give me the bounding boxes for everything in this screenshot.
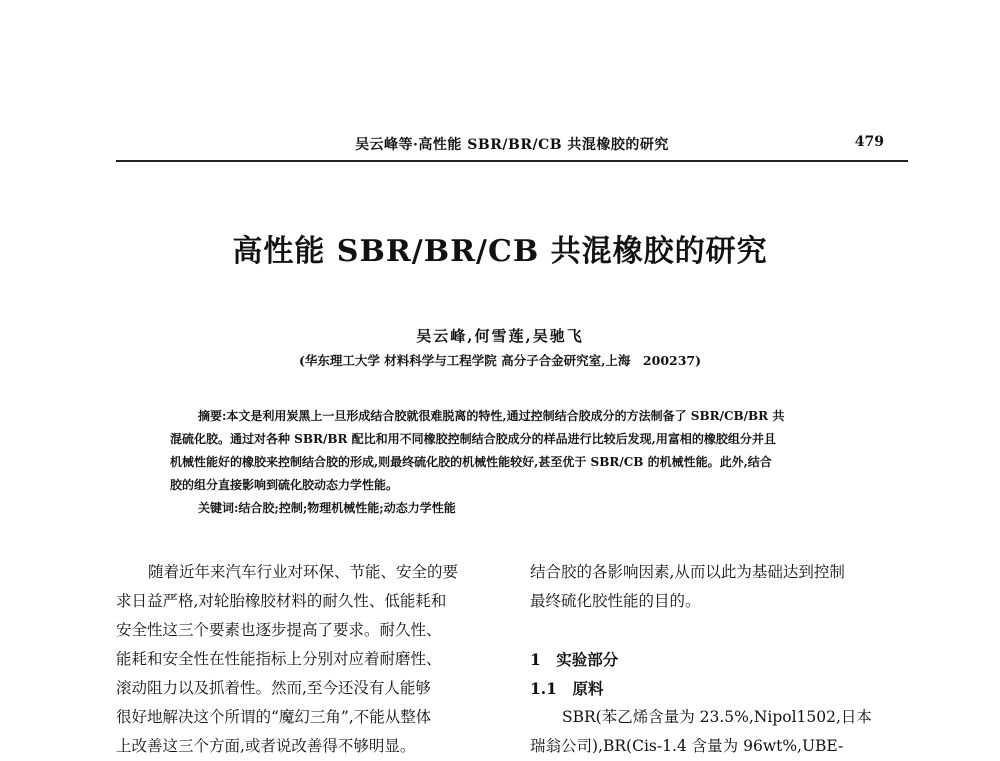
paragraph-line: 很好地解决这个所谓的“魔幻三角”,不能从整体 [116,708,432,726]
affiliation: (华东理工大学 材料科学与工程学院 高分子合金研究室,上海 200237) [298,353,702,368]
running-title: 吴云峰等·高性能 SBR/BR/CB 共混橡胶的研究 [355,137,669,153]
paragraph-line: 随着近年来汽车行业对环保、节能、安全的要 [148,563,459,581]
abstract-line: 摘要:本文是利用炭黑上一旦形成结合胶就很难脱离的特性,通过控制结合胶成分的方法制备了 SBR/CB/BR 共 [198,409,785,423]
abstract-line: 胶的组分直接影响到硫化胶动态力学性能。 [170,478,399,492]
paragraph-line: 滚动阻力以及抓着性。然而,至今还没有人能够 [116,679,431,697]
subsection-heading: 1.1 原料 [530,679,604,698]
paragraph-line: SBR(苯乙烯含量为 23.5%,Nipol1502,日本 [562,708,872,726]
article-title: 高性能 SBR/BR/CB 共混橡胶的研究 [232,234,768,269]
spacer [530,616,920,645]
keywords: 关键词:结合胶;控制;物理机械性能;动态力学性能 [198,501,456,515]
paragraph-line: 结合胶的各影响因素,从而以此为基础达到控制 [530,563,845,581]
author-list: 吴云峰,何雪莲,吴驰飞 [416,327,584,345]
paragraph-line: 能耗和安全性在性能指标上分别对应着耐磨性、 [116,650,442,668]
body-column-right [530,558,920,761]
page-number: 479 [854,134,884,150]
running-header [116,132,908,162]
body-column-left [116,558,496,761]
abstract-line: 混硫化胶。通过对各种 SBR/BR 配比和用不同橡胶控制结合胶成分的样品进行比较后发现,用富相的橡胶组分并且 [170,432,776,446]
paragraph-line: 上改善这三个方面,或者说改善得不够明显。 [116,737,416,755]
paragraph-line: 安全性这三个要素也逐步提高了要求。耐久性、 [116,621,442,639]
abstract-line: 机械性能好的橡胶来控制结合胶的形成,则最终硫化胶的机械性能较好,甚至优于 SBR/CB 的机械性能。此外,结合 [170,455,772,469]
paragraph-line: 最终硫化胶性能的目的。 [530,592,701,610]
abstract [170,405,860,497]
paragraph-line: 瑞翁公司),BR(Cis-1.4 含量为 96wt%,UBE- [530,737,844,755]
section-heading: 1 实验部分 [530,650,619,669]
paragraph-line: 求日益严格,对轮胎橡胶材料的耐久性、低能耗和 [116,592,447,610]
